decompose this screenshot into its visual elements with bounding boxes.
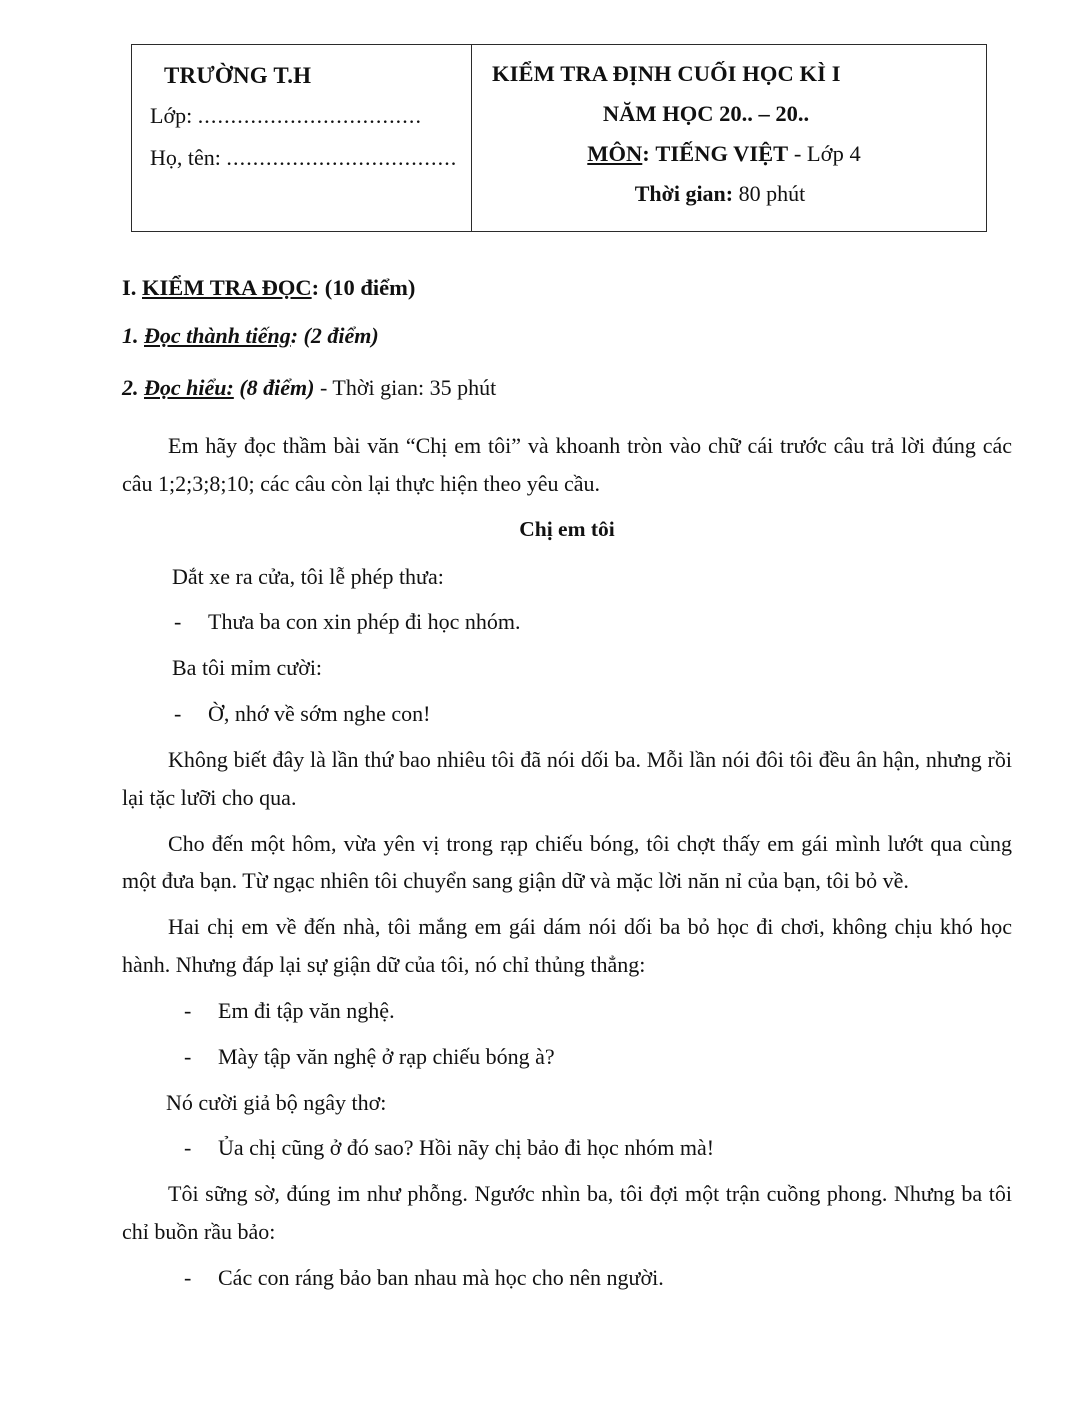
dialogue-text: Thưa ba con xin phép đi học nhóm.	[208, 609, 521, 635]
exam-duration-separator: :	[725, 181, 734, 206]
dialogue-dash: -	[184, 997, 192, 1023]
dialogue-dash: -	[174, 609, 182, 635]
story-paragraph-4: Cho đến một hôm, vừa yên vị trong rạp chiếu bóng, tôi chợt thấy em gái mình lướt qua cùng một đưa bạn. Từ ngạc nhiên tôi chuyển sang giận dữ và mặc lời năn nỉ của bạn, tôi bỏ về.	[122, 830, 1012, 894]
exam-duration-label: Thời gian	[634, 181, 726, 206]
class-dots: ..................................	[197, 103, 423, 128]
exam-duration-line	[486, 181, 972, 207]
exam-subject-label: MÔN	[587, 141, 643, 166]
story-dialogue-5	[122, 1129, 1012, 1167]
subsection-heading-comprehension	[122, 375, 1012, 401]
subsection2-time: - Thời gian: 35 phút	[314, 375, 497, 400]
story-paragraph-3: Không biết đây là lần thứ bao nhiêu tôi đã nói dối ba. Mỗi lần nói đôi tôi đều ân hận, nhưng rồi lại tặc lưỡi cho qua.	[122, 746, 1012, 810]
header-exam-cell	[472, 45, 986, 231]
school-name: TRƯỜNG T.H	[164, 63, 312, 88]
exam-body	[122, 275, 1012, 1305]
dialogue-text: Ờ, nhớ về sớm nghe con!	[208, 701, 431, 727]
class-label: Lớp:	[150, 103, 193, 128]
instruction-paragraph: Em hãy đọc thầm bài văn “Chị em tôi” và khoanh tròn vào chữ cái trước câu trả lời đúng các câu 1;2;3;8;10; các câu còn lại thực hiện theo yêu cầu.	[122, 433, 1012, 496]
section-title: KIỂM TRA ĐỌC	[142, 275, 312, 300]
dialogue-dash: -	[184, 1264, 192, 1290]
student-name-field	[150, 145, 461, 171]
story-paragraph-6: Nó cười giả bộ ngây thơ:	[166, 1089, 387, 1115]
exam-subject-name: TIẾNG VIỆT	[655, 141, 789, 166]
dialogue-text: Các con ráng bảo ban nhau mà học cho nên người.	[218, 1264, 664, 1290]
class-field	[150, 103, 461, 129]
subsection-number: 1.	[122, 323, 139, 348]
exam-subject-line	[486, 141, 972, 167]
story-paragraph-5: Hai chị em về đến nhà, tôi mắng em gái dám nói dối ba bỏ học đi chơi, không chịu khó học hành. Nhưng đáp lại sự giận dữ của tôi, nó chỉ thủng thẳng:	[122, 914, 1012, 978]
dialogue-dash: -	[184, 1135, 192, 1161]
subsection-points: : (2 điểm)	[290, 323, 379, 348]
section-number: I.	[122, 275, 137, 300]
section-heading-reading	[122, 275, 1012, 301]
dialogue-dash: -	[184, 1043, 192, 1069]
story-paragraph-7: Tôi sững sờ, đúng im như phỗng. Ngước nhìn ba, tôi đợi một trận cuồng phong. Nhưng ba tôi chỉ buồn rầu bảo:	[122, 1181, 1012, 1245]
subsection2-points: (8 điểm)	[233, 375, 315, 400]
dialogue-text: Ủa chị cũng ở đó sao? Hồi nãy chị bảo đi học nhóm mà!	[218, 1135, 715, 1161]
exam-subject-grade: - Lớp 4	[788, 141, 861, 166]
student-name-dots: ...................................	[226, 145, 458, 170]
story-title: Chị em tôi	[519, 516, 615, 541]
dialogue-text: Mày tập văn nghệ ở rạp chiếu bóng à?	[218, 1043, 555, 1069]
exam-school-year: NĂM HỌC 20.. – 20..	[602, 101, 810, 126]
subsection2-title: Đọc hiểu:	[144, 375, 234, 400]
student-name-label: Họ, tên:	[150, 145, 221, 170]
story-dialogue-1	[122, 603, 1012, 641]
section-points: : (10 điểm)	[311, 275, 416, 300]
subsection-heading-read-aloud	[122, 323, 1012, 349]
story-paragraph-2: Ba tôi mỉm cười:	[172, 655, 323, 681]
story-paragraph-1: Dắt xe ra cửa, tôi lễ phép thưa:	[172, 563, 444, 589]
dialogue-text: Em đi tập văn nghệ.	[218, 997, 395, 1023]
exam-title: KIỂM TRA ĐỊNH CUỐI HỌC KÌ I	[492, 61, 841, 86]
story-dialogue-2	[122, 695, 1012, 733]
dialogue-dash: -	[174, 701, 182, 727]
header-school-cell	[132, 45, 472, 231]
exam-duration-value: 80 phút	[738, 181, 806, 206]
story-dialogue-6	[122, 1259, 1012, 1297]
story-dialogue-4	[122, 1038, 1012, 1076]
exam-header-table	[131, 44, 987, 232]
subsection2-number: 2.	[122, 375, 139, 400]
subsection-title: Đọc thành tiếng	[144, 323, 291, 348]
story-dialogue-3	[122, 992, 1012, 1030]
exam-subject-separator: :	[642, 141, 650, 166]
